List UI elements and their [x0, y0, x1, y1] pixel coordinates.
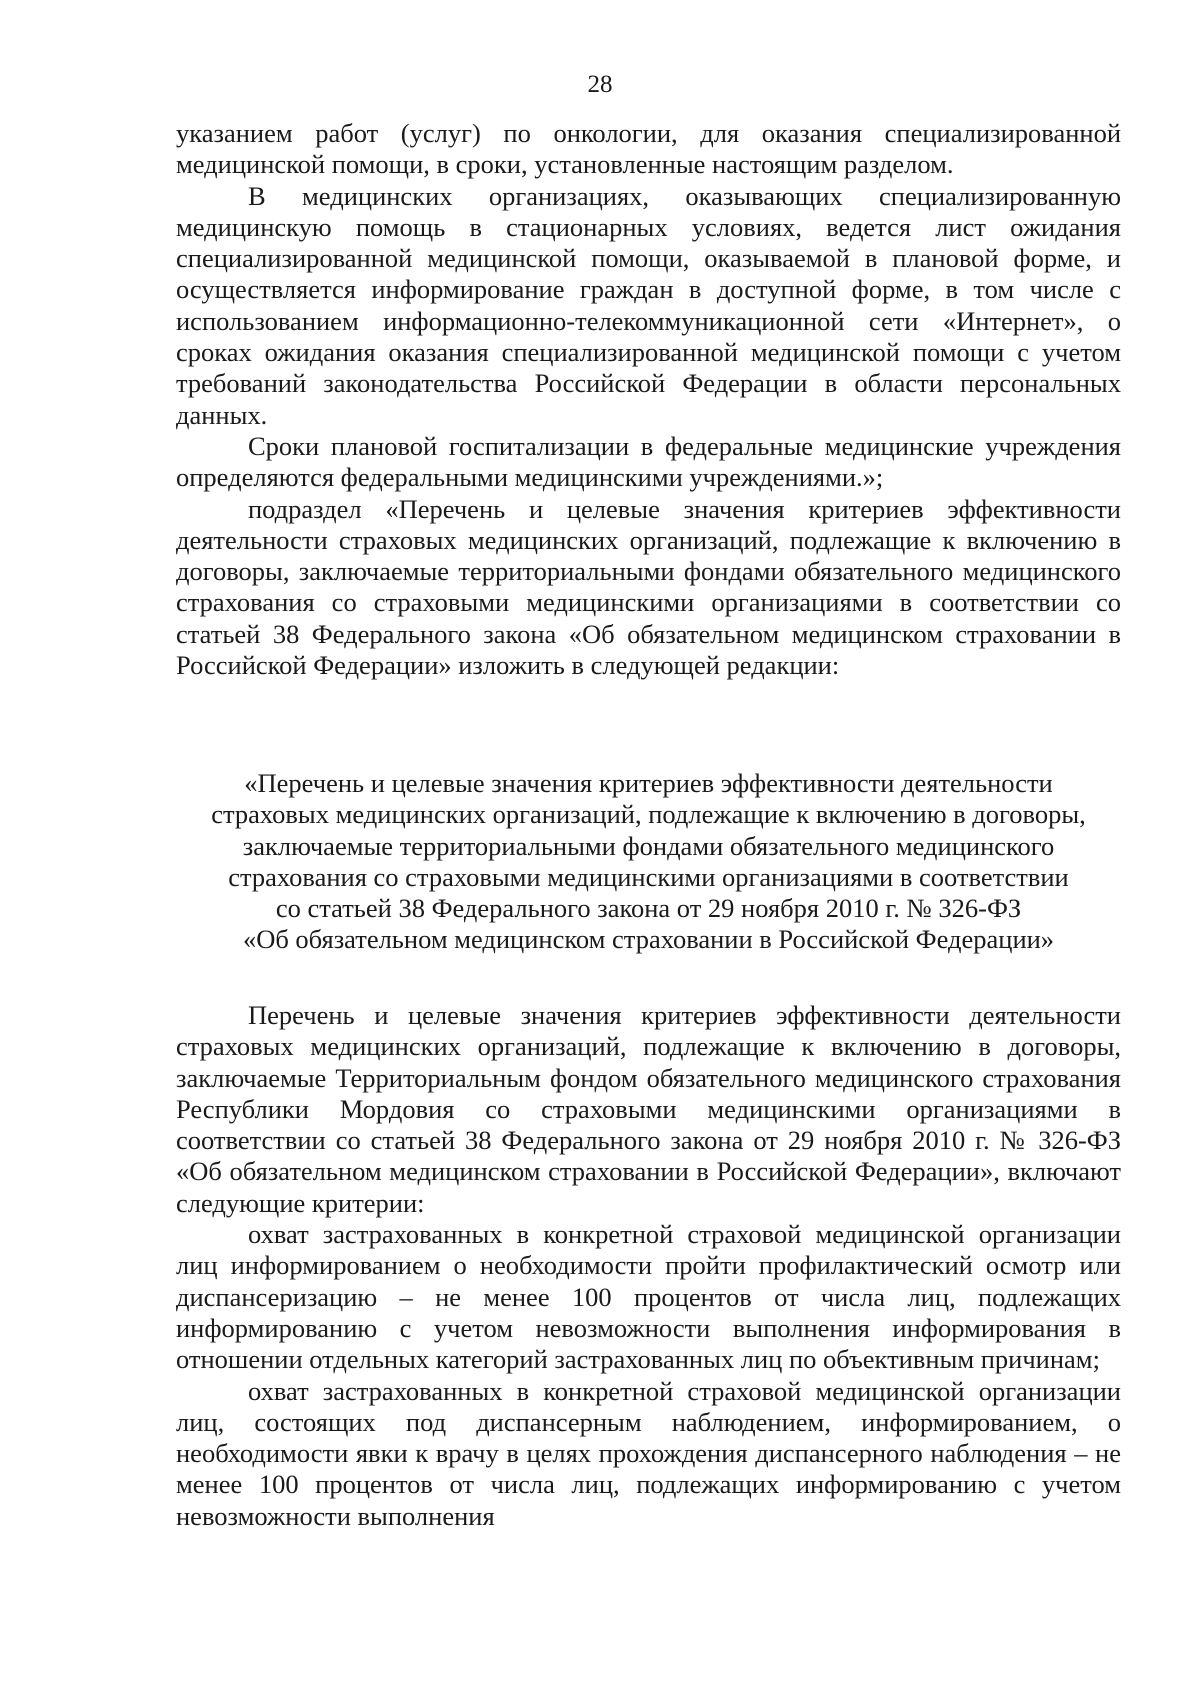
intro-paragraph-subsection-amendment: подраздел «Перечень и целевые значения критериев эффективности деятельности страховых медицинских организаций, подлежащие к включению в договоры, заключаемые территориальными фондами обязательного медицинского страхования со страховыми медицинскими организациями в соответствии со статьей 38 Федерального закона «Об обязательном медицинском страховании в Российской Федерации» изложить в следующей редакции:	[176, 493, 1121, 681]
heading-line: со статьей 38 Федерального закона от 29 ноября 2010 г. № 326-ФЗ	[275, 893, 1022, 924]
heading-line: заключаемые территориальными фондами обязательного медицинского	[242, 830, 1055, 861]
intro-section	[176, 118, 1121, 681]
heading-line: страховых медицинских организаций, подлежащие к включению в договоры,	[211, 799, 1086, 830]
criteria-intro-paragraph: Перечень и целевые значения критериев эффективности деятельности страховых медицинских организаций, подлежащие к включению в договоры, заключаемые Территориальным фондом обязательного медицинского страхования Республики Мордовия со страховыми медицинскими организациями в соответствии со статьей 38 Федерального закона от 29 ноября 2010 г. № 326-ФЗ «Об обязательном медицинском страховании в Российской Федерации», включают следующие критерии:	[176, 1000, 1121, 1218]
page-number: 28	[587, 71, 613, 98]
criteria-item-preventive-exam: охват застрахованных в конкретной страховой медицинской организации лиц информированием о необходимости пройти профилактический осмотр или диспансеризацию – не менее 100 процентов от числа лиц, подлежащих информированию с учетом невозможности выполнения информирования в отношении отдельных категорий застрахованных лиц по объективным причинам;	[176, 1219, 1121, 1375]
intro-paragraph-continuation: указанием работ (услуг) по онкологии, для оказания специализированной медицинской помощи, в сроки, установленные настоящим разделом.	[176, 118, 1121, 180]
heading-line: «Перечень и целевые значения критериев эффективности деятельности	[244, 768, 1053, 798]
criteria-item-dispensary-observation: охват застрахованных в конкретной страховой медицинской организации лиц, состоящих под диспансерным наблюдением, информированием, о необходимости явки к врачу в целях прохождения диспансерного наблюдения – не менее 100 процентов от числа лиц, подлежащих информированию с учетом невозможности выполнения	[176, 1375, 1121, 1531]
intro-paragraph-waiting-list: В медицинских организациях, оказывающих специализированную медицинскую помощь в стационарных условиях, ведется лист ожидания специализированной медицинской помощи, оказываемой в плановой форме, и осуществляется информирование граждан в доступной форме, в том числе с использованием информационно-телекоммуникационной сети «Интернет», о сроках ожидания оказания специализированной медицинской помощи с учетом требований законодательства Российской Федерации в области персональных данных.	[176, 180, 1121, 430]
intro-paragraph-hospitalization-terms: Сроки плановой госпитализации в федеральные медицинские учреждения определяются федеральными медицинскими учреждениями.»;	[176, 430, 1121, 493]
heading-line: «Об обязательном медицинском страховании в Российской Федерации»	[242, 924, 1055, 955]
heading-line: страхования со страховыми медицинскими организациями в соответствии	[228, 861, 1069, 892]
section-heading	[176, 768, 1121, 956]
criteria-section	[176, 1000, 1121, 1532]
